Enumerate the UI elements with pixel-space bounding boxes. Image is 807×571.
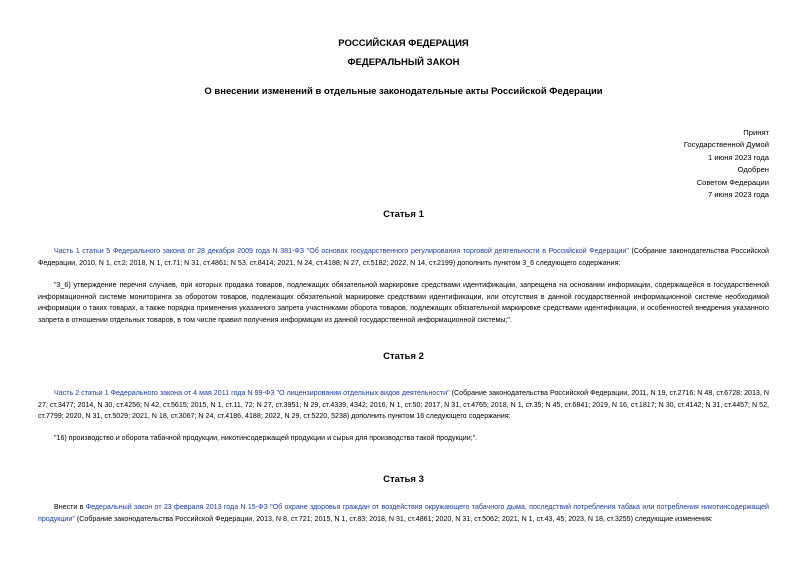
approval-block <box>684 127 769 201</box>
paragraph-text: Внести в <box>54 503 86 511</box>
law-15-fz-link[interactable]: Федеральный закон от 23 февраля 2013 года N 15-ФЗ "Об охране здоровья граждан от воздействия окружающего табачного дыма, последствий потребления табака или потребления никотинсодержащей продукции" <box>38 503 769 523</box>
article-1-paragraph-1 <box>38 246 769 269</box>
country-heading: РОССИЙСКАЯ ФЕДЕРАЦИЯ <box>338 38 469 49</box>
approval-line: Принят <box>743 128 769 137</box>
article-1-paragraph-2: "3_6) утверждение перечня случаев, при которых продажа товаров, подлежащих обязательной маркировке средствами идентификации, запрещена на основании информации, содержащейся в государственной информационной системе мониторинга за оборотом товаров, подлежащих обязательной маркировке средствами идентификации, или отсутствия в данной государственной информационной системе необходимой информации о таких товарах, а также порядка применения указанного запрета участниками оборота товаров, подлежащих обязательной маркировке средствами идентификации, и особенностей внедрения указанного запрета в отношении отдельных товаров, в том числе правил получения информации из данной государственной информационной системы;". <box>38 281 769 324</box>
article-3-paragraph-1 <box>38 502 769 525</box>
paragraph-text: (Собрание законодательства Российской Федерации, 2011, N 19, ст.2716; N 48, ст.6728; 2013, N 27, ст.3477; 2014, N 30, ст.4256; N 42, ст.5615; 2015, N 1, ст.11, 72; N 27, ст.3951; N 29, ст.4339, 4342; 2016, N 1, ст.50; 2017, N 31, ст.4765; 2018, N 1, ст.35; N 45, ст.6841; 2019, N 16, ст.1817; N 30, ст.4142; N 31, ст.4457; N 52, ст.7799; 2020, N 31, ст.5029; 2021, N 18, ст.3067; N 24, ст.4186, 4188; 2022, N 29, ст.5220, 5238) дополнить пунктом 16 следующего содержания: <box>38 389 769 421</box>
document-title: О внесении изменений в отдельные законодательные акты Российской Федерации <box>204 86 603 97</box>
article-3-heading: Статья 3 <box>383 474 424 485</box>
paragraph-text: (Собрание законодательства Российской Федерации, 2010, N 1, ст.2; 2018, N 1, ст.71; N 31, ст.4861; N 53, ст.8414; 2021, N 24, ст.4188; N 27, ст.5182; 2022, N 14, ст.2199) дополнить пунктом 3_6 следующего содержания: <box>38 247 770 267</box>
approval-date: 7 июня 2023 года <box>707 190 769 200</box>
law-381-fz-link[interactable]: Часть 1 статьи 5 Федерального закона от 28 декабря 2009 года N 381-ФЗ "Об основах государственного регулирования торговой деятельности в Российской Федерации" <box>54 247 629 255</box>
approval-line: Государственной Думой <box>683 140 769 150</box>
article-1-heading: Статья 1 <box>383 209 424 220</box>
approval-line: Советом Федерации <box>696 177 769 187</box>
approval-line: Одобрен <box>737 165 769 175</box>
article-2-heading: Статья 2 <box>383 351 424 362</box>
law-type-heading: ФЕДЕРАЛЬНЫЙ ЗАКОН <box>347 57 460 68</box>
law-99-fz-link[interactable]: Часть 2 статьи 1 Федерального закона от 4 мая 2011 года N 99-ФЗ "О лицензировании отдельных видов деятельности" <box>54 389 450 397</box>
paragraph-text: (Собрание законодательства Российской Федерации, 2013, N 8, ст.721; 2015, N 1, ст.83; 2018, N 31, ст.4861; 2020, N 31, ст.5062; 2021, N 1, ст.43, 45; 2023, N 18, ст.3255) следующие изменения: <box>74 514 713 523</box>
approval-date: 1 июня 2023 года <box>707 152 769 162</box>
article-2-paragraph-1 <box>38 388 769 423</box>
article-2-paragraph-2: "16) производство и оборота табачной продукции, никотинсодержащей продукции и сырья для производства такой продукции;". <box>54 434 478 442</box>
